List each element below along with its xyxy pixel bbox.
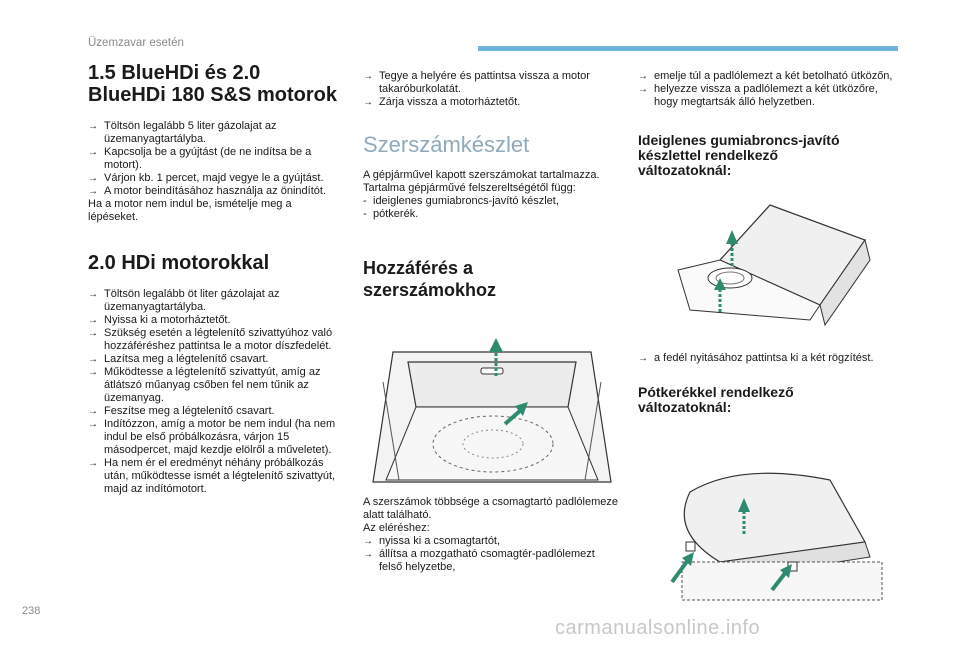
list-item: → Szükség esetén a légtelenítő szivattyúhoz való hozzáféréshez pattintsa le a motor díszfedelét. (88, 327, 343, 353)
bluehdi-note: Ha a motor nem indul be, ismételje meg a lépéseket. (88, 198, 292, 223)
list-item: → Várjon kb. 1 percet, majd vegye le a gyújtást. (88, 172, 343, 185)
list-item: → Töltsön legalább 5 liter gázolajat az üzemanyagtartályba. (88, 120, 343, 146)
list-item: → Tegye a helyére és pattintsa vissza a motor takaróburkolatát. (363, 70, 621, 96)
list-item: → Feszítse meg a légtelenítő csavart. (88, 405, 343, 418)
hdi-steps (88, 288, 343, 496)
access-p1: A szerszámok többsége a csomagtartó padlólemeze alatt található. (363, 496, 618, 521)
list-item: → Nyissa ki a motorháztetőt. (88, 314, 343, 327)
column-right (638, 70, 900, 178)
list-item: → Kapcsolja be a gyújtást (de ne indítsa be a motort). (88, 146, 343, 172)
spare-wheel-illustration (660, 462, 888, 602)
list-item: → állítsa a mozgatható csomagtér-padlólemezt felső helyzetbe, (363, 548, 621, 574)
watermark: carmanualsonline.info (555, 617, 761, 639)
list-item: → Zárja vissza a motorháztetőt. (363, 96, 621, 109)
list-item: → Ha nem ér el eredményt néhány próbálkozás után, működtesse ismét a légtelenítő szivattyút, majd az indítómotort. (88, 457, 343, 496)
list-item: → Töltsön legalább öt liter gázolajat az üzemanyagtartályba. (88, 288, 343, 314)
list-item: → a fedél nyitásához pattintsa ki a két rögzítést. (638, 352, 900, 365)
repair-kit-illustration (660, 200, 888, 335)
heading-access: Hozzáférés a szerszámokhoz (363, 258, 497, 300)
column-left (88, 62, 343, 496)
access-steps (363, 535, 621, 574)
list-item: → emelje túl a padlólemezt a két betolható ütközőn, (638, 70, 900, 83)
section-header: Üzemzavar esetén (88, 37, 184, 49)
heading-bluehdi: 1.5 BlueHDi és 2.0 BlueHDi 180 S&S motorok (88, 62, 337, 106)
header-accent-bar (478, 46, 898, 51)
list-item: → nyissa ki a csomagtartót, (363, 535, 621, 548)
repair-kit-steps (638, 352, 900, 365)
list-item: - pótkerék. (363, 208, 621, 221)
heading-repair-kit: Ideiglenes gumiabroncs-javító készlettel rendelkező változatoknál: (638, 132, 840, 178)
heading-toolkit: Szerszámkészlet (363, 132, 530, 157)
toolkit-depends: Tartalma gépjárművé felszereltségétől függ: (363, 182, 576, 194)
list-item: → Indítózzon, amíg a motor be nem indul (ha nem indul be első próbálkozásra, várjon 15 másodpercet, majd kezdje elölről a műveletet). (88, 418, 343, 457)
toolkit-intro: A gépjárművel kapott szerszámokat tartalmazza. (363, 169, 600, 181)
heading-hdi: 2.0 HDi motorokkal (88, 252, 270, 274)
list-item: → A motor beindításához használja az önindítót. (88, 185, 343, 198)
heading-spare-wheel: Pótkerékkel rendelkező változatoknál: (638, 384, 794, 415)
page-number: 238 (22, 605, 41, 617)
floor-steps (638, 70, 900, 109)
list-item: → helyezze vissza a padlólemezt a két ütközőre, hogy megtartsák álló helyzetben. (638, 83, 900, 109)
column-middle-bottom (363, 496, 621, 574)
list-item: → Lazítsa meg a légtelenítő csavart. (88, 353, 343, 366)
column-right-bottom (638, 352, 900, 415)
list-item: → Működtesse a légtelenítő szivattyút, amíg az átlátszó műanyag csőben fel nem tűnik az üzemanyag. (88, 366, 343, 405)
toolkit-list (363, 195, 621, 221)
engine-cover-steps (363, 70, 621, 109)
bluehdi-steps (88, 120, 343, 198)
list-item: - ideiglenes gumiabroncs-javító készlet, (363, 195, 621, 208)
trunk-illustration (363, 332, 621, 484)
column-middle (363, 70, 621, 301)
access-p2: Az eléréshez: (363, 522, 430, 534)
